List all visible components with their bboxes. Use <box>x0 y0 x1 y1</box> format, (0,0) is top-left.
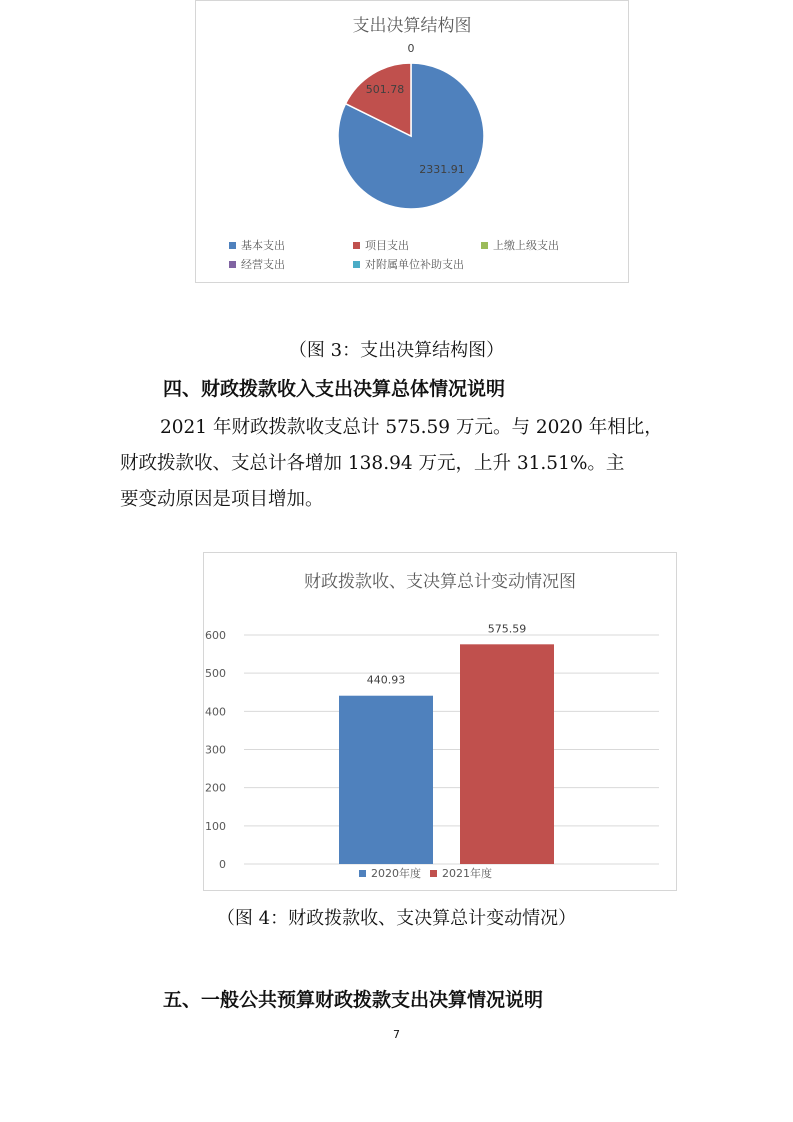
pie-legend-item-subsidy <box>353 256 464 272</box>
bar-chart-plot <box>204 553 676 890</box>
legend-swatch-operating <box>229 261 236 268</box>
page-number: 7 <box>393 1028 400 1041</box>
bar-0 <box>339 696 433 864</box>
pie-data-label-2: 0 <box>407 42 415 55</box>
legend-swatch-subsidy <box>353 261 360 268</box>
pie-legend-item-remit <box>481 237 559 253</box>
pie-data-label-0: 2331.91 <box>419 163 465 176</box>
pie-legend-label-basic: 基本支出 <box>241 239 285 252</box>
bar-y-tick-4: 400 <box>205 705 226 719</box>
pie-legend-label-subsidy: 对附属单位补助支出 <box>365 258 464 271</box>
bar-y-tick-6: 600 <box>205 629 226 642</box>
bar-data-label-1: 575.59 <box>487 622 527 636</box>
bar-chart-title: 财政拨款收、支决算总计变动情况图 <box>304 572 576 592</box>
bar-y-tick-0: 0 <box>219 858 226 871</box>
legend-swatch-2021 <box>430 870 437 877</box>
bar-1 <box>460 644 554 864</box>
bar-y-tick-1: 100 <box>205 819 226 833</box>
pie-legend-label-operating: 经营支出 <box>241 258 285 271</box>
bar-legend-item-2021 <box>430 865 492 881</box>
section-4-paragraph <box>120 410 676 518</box>
paragraph-line-1: 2021 年财政拨款收支总计 575.59 万元。与 2020 年相比， <box>160 417 663 438</box>
section-4-heading: 四、财政拨款收入支出决算总体情况说明 <box>163 378 506 400</box>
pie-legend-item-operating <box>229 256 285 272</box>
figure-3-caption: （图 3：支出决算结构图） <box>288 340 505 361</box>
legend-swatch-2020 <box>359 870 366 877</box>
bar-legend-item-2020 <box>359 865 421 881</box>
legend-swatch-remit <box>481 242 488 249</box>
bar-chart <box>203 552 677 891</box>
legend-swatch-basic <box>229 242 236 249</box>
section-5-heading: 五、一般公共预算财政拨款支出决算情况说明 <box>163 989 544 1011</box>
figure-4-caption: （图 4：财政拨款收、支决算总计变动情况） <box>216 908 577 929</box>
bar-y-tick-3: 300 <box>205 743 226 757</box>
paragraph-line-3: 要变动原因是项目增加。 <box>120 489 324 510</box>
bar-y-tick-5: 500 <box>205 667 226 681</box>
legend-swatch-project <box>353 242 360 249</box>
bar-data-label-0: 440.93 <box>366 673 406 687</box>
pie-legend-item-basic <box>229 237 285 253</box>
bar-y-tick-2: 200 <box>205 781 226 795</box>
pie-data-label-1: 501.78 <box>365 83 405 96</box>
bar-legend-label-2021: 2021年度 <box>442 867 492 880</box>
pie-legend-label-project: 项目支出 <box>365 239 409 252</box>
pie-legend-item-project <box>353 237 409 253</box>
pie-chart <box>195 0 629 283</box>
pie-legend-label-remit: 上缴上级支出 <box>493 239 559 252</box>
pie-chart-title: 支出决算结构图 <box>352 16 472 36</box>
paragraph-line-2: 财政拨款收、支总计各增加 138.94 万元，上升 31.51%。主 <box>120 453 625 474</box>
bar-legend-label-2020: 2020年度 <box>371 867 421 880</box>
